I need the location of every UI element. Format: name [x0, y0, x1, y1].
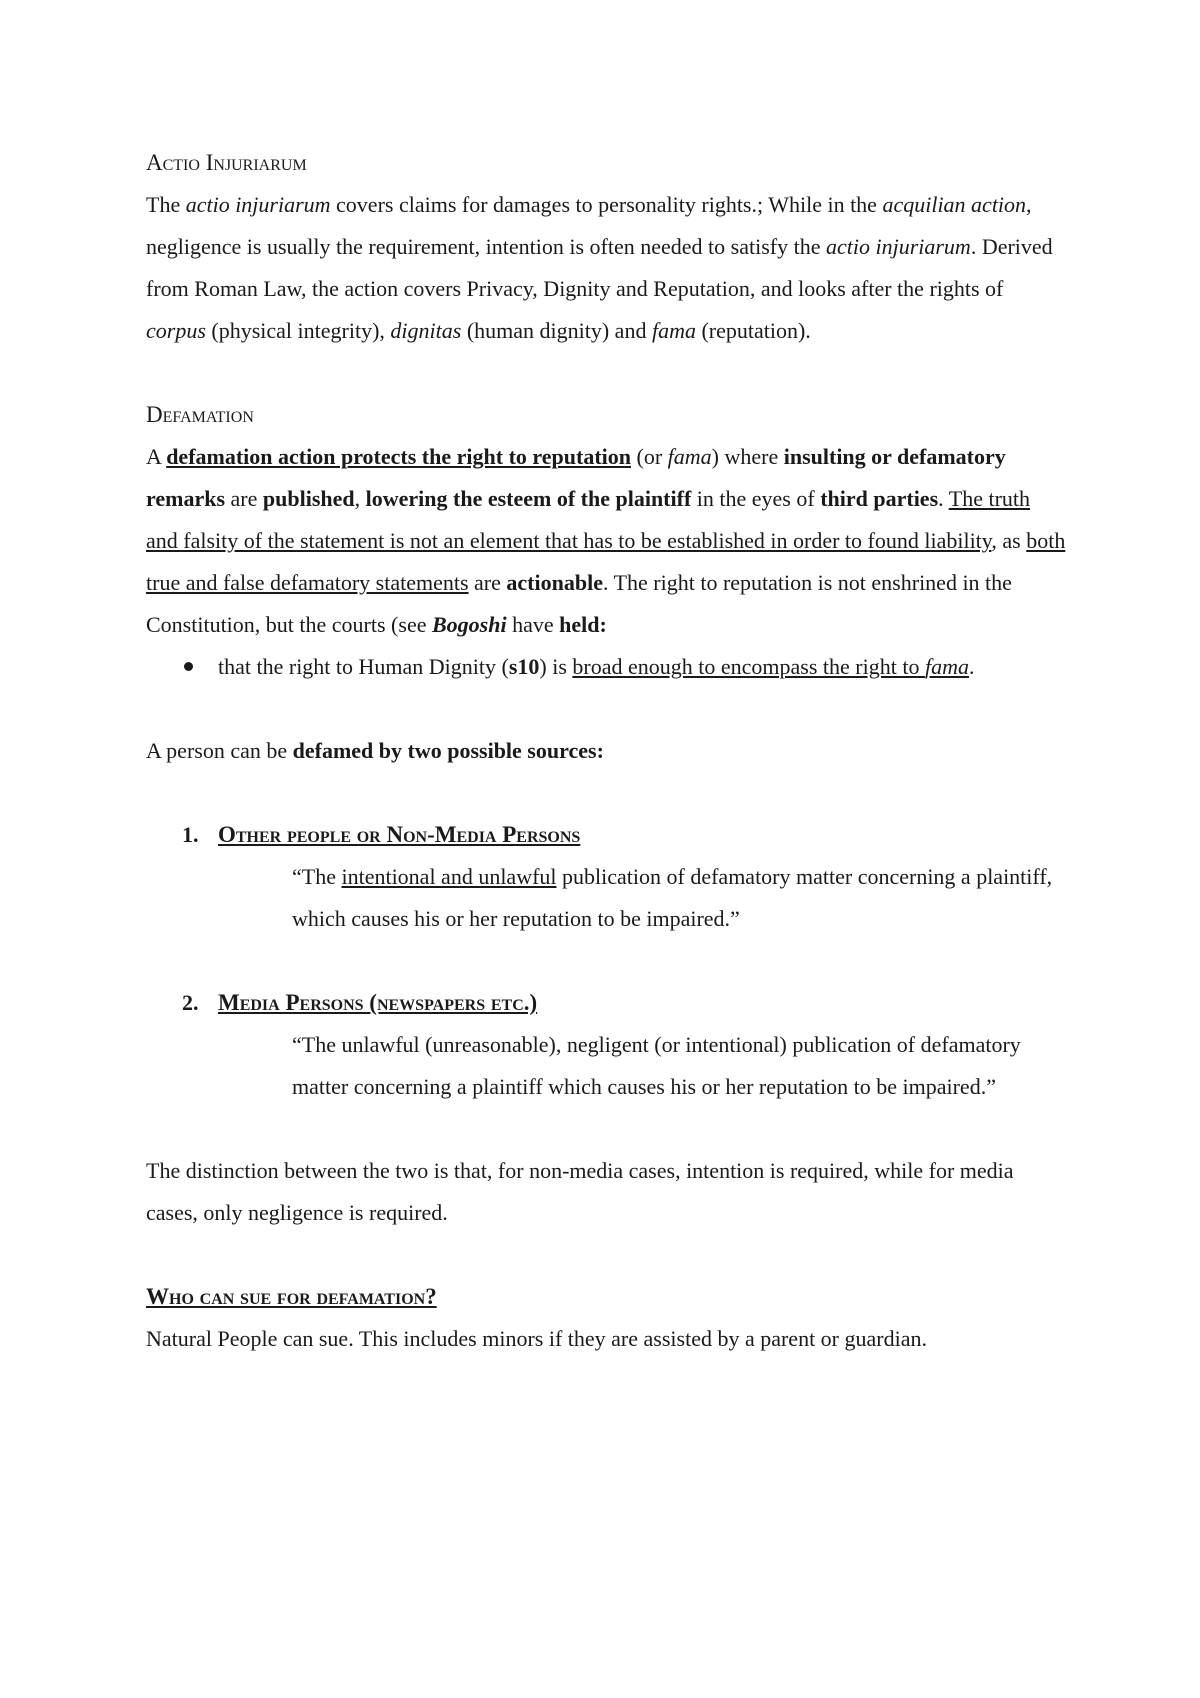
text-run: A person can be [146, 738, 293, 763]
document-page [146, 142, 1066, 1360]
text-run: acquilian action [882, 192, 1027, 217]
text-run: publication of defamatory matter concerning a plaintiff, which causes his or her reputation to be impaired.” [292, 864, 1053, 931]
text-run: (human dignity) and [461, 318, 652, 343]
text-run: (or [631, 444, 668, 469]
list-item [146, 646, 1066, 688]
text-run: insulting or defamatory remarks [146, 444, 1006, 511]
spacer [146, 772, 1066, 814]
spacer [146, 940, 1066, 982]
text-run: The [146, 192, 186, 217]
text-run: in the eyes of [691, 486, 821, 511]
text-run: published [262, 486, 355, 511]
text-run: broad enough to encompass the right to [572, 654, 925, 679]
spacer [146, 688, 1066, 730]
text-run: fama [667, 444, 712, 469]
text-run: . [938, 486, 949, 511]
text-run: . [968, 654, 975, 679]
text-run: have [506, 612, 560, 637]
distinction-paragraph: The distinction between the two is that, for non-media cases, intention is required, while for media cases, only negligence is required. [146, 1158, 1014, 1225]
who-can-sue-paragraph: Natural People can sue. This includes minors if they are assisted by a parent or guardian. [146, 1326, 927, 1351]
text-run: ) where [711, 444, 784, 469]
text-run: (reputation). [695, 318, 811, 343]
heading-defamation: Defamation [146, 402, 254, 427]
spacer [146, 1234, 1066, 1276]
text-run: dignitas [390, 318, 462, 343]
spacer [146, 1108, 1066, 1150]
text-run: covers claims for damages to personality rights.; While in the [330, 192, 883, 217]
numbered-item-2 [146, 982, 1066, 1024]
text-run: intentional and unlawful [341, 864, 557, 889]
text-run: actionable [506, 570, 603, 595]
item-number: 1. [182, 822, 199, 847]
text-run: Bogoshi [431, 612, 507, 637]
text-run: held: [559, 612, 607, 637]
text-run: corpus [146, 318, 206, 343]
text-run: , as [991, 528, 1027, 553]
item-title: Other people or Non-Media Persons [218, 822, 581, 847]
text-run: actio injuriarum [185, 192, 331, 217]
numbered-item-1 [146, 814, 1066, 856]
heading-actio-injuriarum: Actio Injuriarum [146, 150, 307, 175]
text-run: third parties [820, 486, 939, 511]
definition-quote [146, 856, 1066, 940]
bullet-icon [184, 662, 193, 671]
text-run: , negligence is usually the requirement, intention is often needed to satisfy the [146, 192, 1032, 259]
text-run: “The [292, 864, 342, 889]
defamation-paragraph [146, 436, 1066, 646]
text-run: are [468, 570, 507, 595]
text-run: defamed by two possible sources: [292, 738, 604, 763]
text-run: actio injuriarum [825, 234, 971, 259]
sources-intro [146, 730, 1066, 772]
text-run: fama [651, 318, 696, 343]
bullet-text [218, 654, 974, 679]
text-run: . Derived from Roman Law, the action covers Privacy, Dignity and Reputation, and looks after the rights of [146, 234, 1053, 301]
text-run: are [225, 486, 263, 511]
item-title: Media Persons (newspapers etc.) [218, 990, 538, 1015]
item-number: 2. [182, 990, 199, 1015]
text-run: , [354, 486, 366, 511]
text-run: (physical integrity), [205, 318, 391, 343]
actio-paragraph [146, 184, 1066, 352]
heading-who-can-sue: Who can sue for defamation? [146, 1284, 437, 1309]
text-run: . The right to reputation is not enshrined in the Constitution, but the courts (see [146, 570, 1012, 637]
text-run: A [146, 444, 167, 469]
text-run: both true and false defamatory statements [146, 528, 1066, 595]
text-run: s10 [508, 654, 540, 679]
text-run: that the right to Human Dignity ( [218, 654, 509, 679]
text-run: lowering the esteem of the plaintiff [365, 486, 692, 511]
text-run: ) is [539, 654, 573, 679]
definition-quote [146, 1024, 1066, 1108]
spacer [146, 352, 1066, 394]
text-run: fama [924, 654, 969, 679]
text-run: “The unlawful (unreasonable), negligent (or intentional) publication of defamatory matter concerning a plaintiff which causes his or her reputation to be impaired.” [292, 1032, 1021, 1099]
text-run: defamation action protects the right to reputation [166, 444, 631, 469]
text-run: The truth and falsity of the statement is not an element that has to be established in order to found liability [146, 486, 1031, 553]
